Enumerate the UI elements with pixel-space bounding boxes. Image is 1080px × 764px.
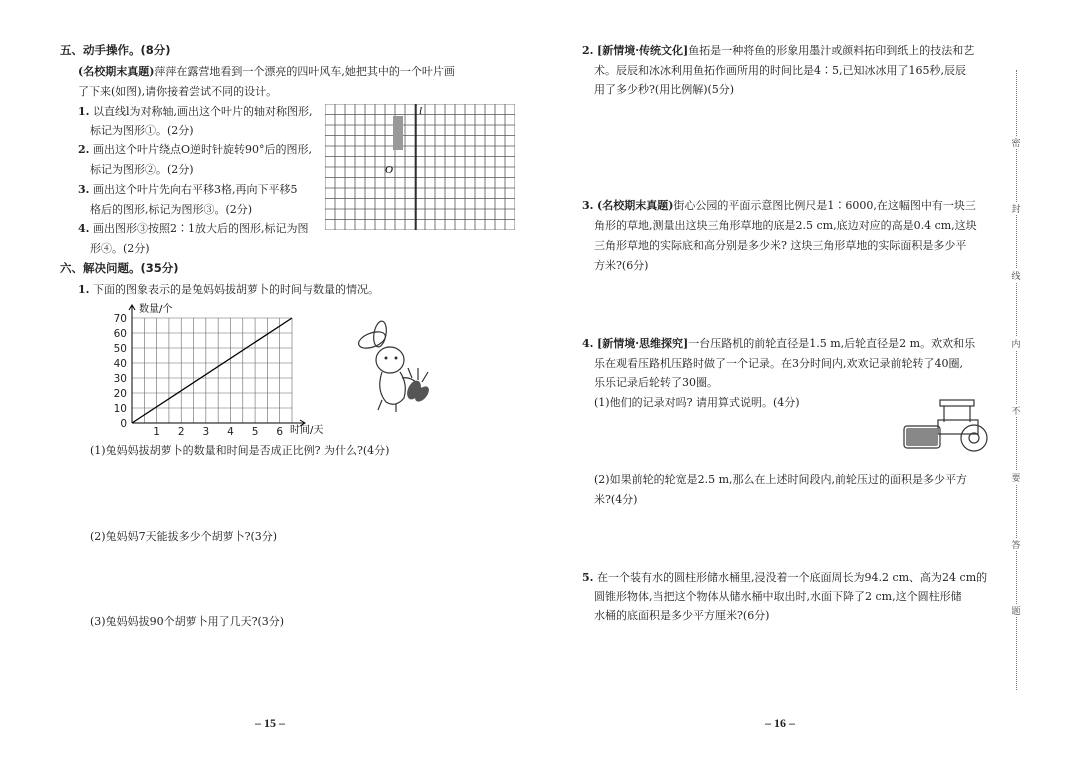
section5-intro-line2: 了下来(如图),请你接着尝试不同的设计。	[78, 85, 278, 98]
margin-char: 内	[1010, 337, 1022, 350]
x-tick-label: 3	[202, 426, 210, 438]
s5-q4-line2: 形④。(2分)	[90, 242, 150, 255]
r-q3-line2: 角形的草地,测量出这块三角形草地的底是2.5 cm,底边对应的高是0.4 cm,这块	[594, 219, 977, 232]
s5-q2-line2: 标记为图形②。(2分)	[90, 163, 194, 176]
y-tick-label: 50	[113, 343, 127, 355]
series-line	[132, 318, 292, 423]
intro-tag: (名校期末真题)	[78, 65, 155, 78]
x-tick-label: 6	[276, 426, 284, 438]
r-q4-sub2-line1: (2)如果前轮的轮宽是2.5 m,那么在上述时间段内,前轮压过的面积是多少平方	[594, 473, 967, 486]
binding-dashed-line	[1016, 70, 1017, 690]
s6-q1: 1. 下面的图象表示的是兔妈妈拔胡萝卜的时间与数量的情况。	[78, 283, 379, 296]
s6-q1-sub3: (3)兔妈妈拔90个胡萝卜用了几天?(3分)	[90, 615, 285, 628]
s5-q3: 3. 画出这个叶片先向右平移3格,再向下平移5	[78, 183, 298, 196]
y-tick-label: 70	[113, 313, 127, 325]
r-q2-line3: 用了多少秒?(用比例解)(5分)	[594, 83, 735, 96]
y-tick-label: 20	[113, 388, 127, 400]
x-axis-label: 时间/天	[290, 425, 324, 436]
margin-char: 封	[1010, 202, 1022, 215]
page-number-right: – 16 –	[765, 716, 795, 730]
x-tick-label: 2	[177, 426, 185, 438]
r-q4-line1: 4. [新情境·思维探究]一台压路机的前轮直径是1.5 m,后轮直径是2 m。欢欢和乐	[582, 337, 976, 350]
r-q3-line3: 三角形草地的实际底和高分别是多少米? 这块三角形草地的实际面积是多少平	[594, 239, 967, 252]
s5-q3-line2: 格后的图形,标记为图形③。(2分)	[90, 203, 253, 216]
section6-title: 六、解决问题。(35分)	[60, 261, 179, 275]
x-tick-label: 5	[251, 426, 259, 438]
line-chart	[95, 302, 335, 442]
s5-q1-line2: 标记为图形①。(2分)	[90, 124, 194, 137]
section5-intro-line1	[78, 62, 455, 82]
x-tick-label: 1	[153, 426, 160, 438]
r-q4-line2: 乐在观看压路机压路时做了一个记录。在3分时间内,欢欢记录前轮转了40圈,	[594, 357, 963, 370]
page-number-left: – 15 –	[255, 716, 285, 730]
leaf-shape	[393, 116, 403, 150]
r-q4-line3: 乐乐记录后轮转了30圈。	[594, 376, 718, 389]
y-tick-label: 60	[113, 328, 127, 340]
margin-char: 线	[1010, 269, 1022, 282]
r-q3-line4: 方米?(6分)	[594, 259, 649, 272]
y-axis-label: 数量/个	[139, 304, 173, 315]
r-q4-sub1: (1)他们的记录对吗? 请用算式说明。(4分)	[594, 396, 800, 409]
road-roller-illustration	[898, 396, 998, 454]
y-tick-label: 10	[113, 403, 127, 415]
axis-l-label: l	[419, 105, 423, 117]
margin-char: 要	[1010, 471, 1022, 484]
section5-title: 五、动手操作。(8分)	[60, 43, 171, 57]
y-tick-label: 0	[120, 418, 127, 430]
s5-q4: 4. 画出图形③按照2∶1放大后的图形,标记为图	[78, 222, 309, 235]
margin-char: 不	[1010, 404, 1022, 417]
rabbit-illustration	[352, 320, 434, 415]
s6-q1-sub2: (2)兔妈妈7天能拔多少个胡萝卜?(3分)	[90, 530, 278, 543]
margin-char: 密	[1010, 136, 1022, 149]
r-q5-line1: 5. 在一个装有水的圆柱形储水桶里,浸没着一个底面周长为94.2 cm、高为24 cm的	[582, 571, 988, 584]
x-tick-label: 4	[227, 426, 234, 438]
r-q4-sub2-line2: 米?(4分)	[594, 493, 638, 506]
r-q3-line1: 3. (名校期末真题)街心公园的平面示意图比例尺是1∶6000,在这幅图中有一块三	[582, 199, 976, 212]
intro-text: 萍萍在露营地看到一个漂亮的四叶风车,她把其中的一个叶片画	[154, 65, 455, 78]
r-q5-line3: 水桶的底面积是多少平方厘米?(6分)	[594, 609, 770, 622]
r-q2-line2: 术。辰辰和冰冰利用鱼拓作画所用的时间比是4∶5,已知冰冰用了165秒,辰辰	[594, 64, 966, 77]
s5-q2: 2. 画出这个叶片绕点O逆时针旋转90°后的图形,	[78, 143, 312, 156]
s5-q1: 1. 以直线l为对称轴,画出这个叶片的轴对称图形,	[78, 105, 313, 118]
y-tick-label: 30	[113, 373, 127, 385]
r-q5-line2: 圆锥形物体,当把这个物体从储水桶中取出时,水面下降了2 cm,这个圆柱形储	[594, 590, 962, 603]
r-q2-line1: 2. [新情境·传统文化]鱼拓是一种将鱼的形象用墨汁或颜料拓印到纸上的技法和艺	[582, 44, 975, 57]
point-o-label: O	[385, 164, 393, 176]
margin-char: 答	[1010, 538, 1022, 551]
margin-char: 题	[1010, 604, 1022, 617]
y-tick-label: 40	[113, 358, 127, 370]
s6-q1-sub1: (1)兔妈妈拔胡萝卜的数量和时间是否成正比例? 为什么?(4分)	[90, 444, 390, 457]
drawing-grid[interactable]	[325, 104, 515, 230]
